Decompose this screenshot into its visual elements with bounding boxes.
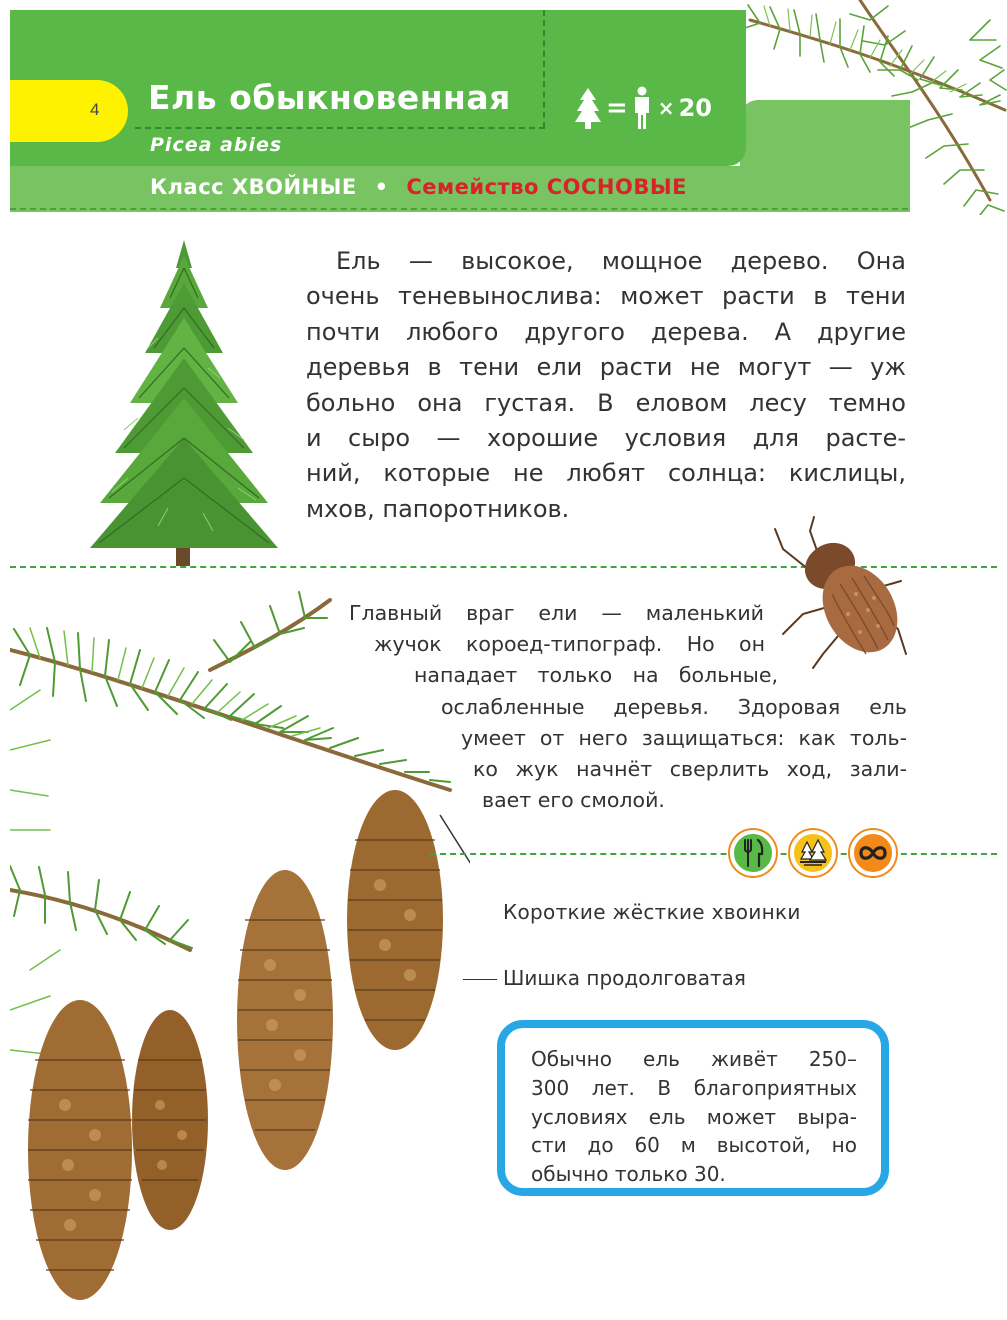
intro-line: и сыро — хорошие условия для расте- [306,424,906,453]
cone-pointer-line [463,979,497,980]
intro-line: ний, которые не любят солнца: кислицы, [306,459,906,488]
note-line: условиях ель может выра- [531,1104,857,1129]
enemy-line: нападает только на больные, [414,663,778,687]
enemy-line: жучок короед-типограф. Но он [374,632,765,656]
height-scale [574,84,712,132]
bark-beetle-illustration [768,514,908,674]
infinity-icon [850,830,896,876]
fork-knife-icon [730,830,776,876]
intro-line: больно она густая. В еловом лесу темно [306,388,906,417]
intro-line: мхов, папоротников. [306,494,570,523]
latin-name: Picea abies [150,134,283,156]
page-number: 4 [90,100,100,119]
scale-equals: = [606,93,628,123]
family-label: Семейство [406,175,539,199]
spruce-tree-illustration [88,238,280,568]
tree-icon [574,86,602,130]
person-icon [632,86,652,130]
enemy-line: вает его смолой. [482,788,665,812]
intro-line: почти любого другого дерева. А другие [306,317,906,346]
enemy-line: ко жук начнёт сверлить ход, зали- [473,757,907,781]
class-label: Класс [150,175,225,199]
class-value: ХВОЙНЫЕ [231,175,357,199]
cone-label: Шишка продолговатая [503,966,746,990]
feature-icons [730,830,910,882]
intro-line: деревья в тени ели расти не могут — уж [306,353,906,382]
note-line: 300 лет. В благоприятных [531,1075,857,1100]
note-line: Обычно ель живёт 250– [531,1047,857,1071]
section-divider-secondary [430,853,997,855]
page-number-tab [10,80,128,142]
scale-times: × [657,96,675,120]
enemy-line: ослабленные деревья. Здоровая ель [441,695,907,719]
needles-label: Короткие жёсткие хвоинки [503,900,801,924]
spruce-branch-with-cones [10,590,470,1315]
strip-dashed-border [10,208,908,210]
title-dashed-divider [543,10,545,128]
enemy-line: умеет от него защищаться: как толь- [461,726,907,750]
classification-bullet: • [374,175,389,199]
enemy-line: Главный враг ели — маленький [349,601,764,625]
intro-line: Ель — высокое, мощное дерево. Она [336,247,906,275]
note-line: обычно только 30. [531,1162,726,1187]
scale-multiplier: 20 [678,94,712,122]
forest-habitat-icon [790,830,836,876]
note-line: сти до 60 м высотой, но [531,1133,857,1158]
classification-line [150,175,687,199]
page-title: Ель обыкновенная [148,78,511,117]
title-dashed-underline [135,127,545,129]
intro-line: очень теневынослива: может расти в тени [306,282,906,311]
lifespan-note-text [531,1045,857,1189]
family-value: СОСНОВЫЕ [546,175,687,199]
intro-paragraph [306,244,906,527]
